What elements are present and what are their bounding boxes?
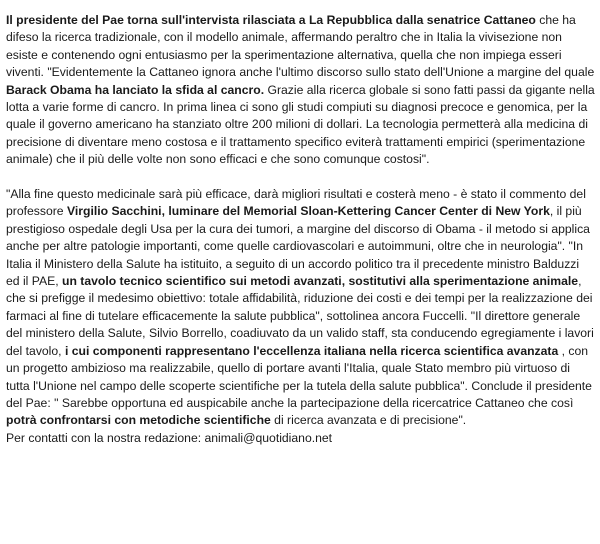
quote-text-2: , il più prestigioso ospedale degli Usa per la cura dei tumori, a margine del discorso di Obama - il metodo si applica anche per altre patologie importanti, come quelle cardiovascolari e autoimmuni, oltre che in neurologia". "In Italia il Ministero della Salute ha istituito, a seguito di un accordo politico tra il precedente ministro Balduzzi ed il PAE, [6, 204, 590, 289]
metodiche-highlight: potrà confrontarsi con metodiche scientifiche [6, 413, 271, 428]
tavolo-highlight: un tavolo tecnico scientifico sui metodi avanzati, sostitutivi alla sperimentazione animale [62, 274, 579, 289]
eccellenza-highlight: i cui componenti rappresentano l'eccellenza italiana nella ricerca scientifica avanzata [64, 343, 559, 358]
intro-text-1: che ha difeso la ricerca tradizionale, con il modello animale, affermando peraltro che in Italia la vivisezione non esiste e contenendo ogni entusiasmo per la sperimentazione alternativa, quella che non impiega esseri viventi. "Evidentemente la Cattaneo ignora anche l'ultimo discorso sullo stato dell'Unione a margine del quale [6, 13, 595, 80]
article-body [6, 12, 596, 447]
contact-line: Per contatti con la nostra redazione: animali@quotidiano.net [6, 430, 333, 445]
paragraph-quotes [6, 186, 596, 430]
obama-highlight: Barack Obama ha lanciato la sfida al cancro. [6, 82, 265, 97]
sacchini-highlight: Virgilio Sacchini, luminare del Memorial Sloan-Kettering Cancer Center di New York [66, 204, 550, 219]
quote-text-1: "Alla fine questo medicinale sarà più efficace, darà migliori risultati e costerà meno - è stato il commento del professore [6, 187, 586, 219]
quote-text-3: , che si prefigge il medesimo obiettivo: totale affidabilità, riduzione dei costi e dei tempi per la realizzazione dei farmaci al fine di tutelare efficacemente la salute pubblica", sottolinea ancora Fuccelli. "Il direttore generale del ministero della Salute, Silvio Borrello, coadiuvato da un valido staff, sta conducendo egregiamente i lavori del tavolo, [6, 274, 594, 358]
intro-lead: Il presidente del Pae torna sull'intervista rilasciata a La Repubblica dalla senatrice Cattaneo [6, 13, 536, 27]
paragraph-intro [6, 12, 596, 169]
intro-text-2: Grazie alla ricerca globale si sono fatti passi da gigante nella lotta a varie forme di cancro. In prima linea ci sono gli studi compiuti su diagnosi precoce e genomica, per la quale il governo americano ha stanziato oltre 200 milioni di dollari. La tecnologia permetterà alla medicina di precisione di diventare meno costosa e il trattamento specifico eviterà trattamenti empirici (sperimentazione animale) che il più delle volte non sono efficaci e che sono comunque costosi". [6, 82, 595, 167]
quote-text-5: di ricerca avanzata e di precisione". [270, 413, 467, 428]
quote-text-4: , con un progetto ambizioso ma realizzabile, quello di portare avanti l'Italia, quale Stato membro più virtuoso di tutta l'Unione nel campo delle scoperte scientifiche per la tutela della salute pubblica". Conclude il presidente del Pae: " Sarebbe opportuna ed auspicabile anche la partecipazione della ricercatrice Cattaneo che così [6, 343, 592, 410]
